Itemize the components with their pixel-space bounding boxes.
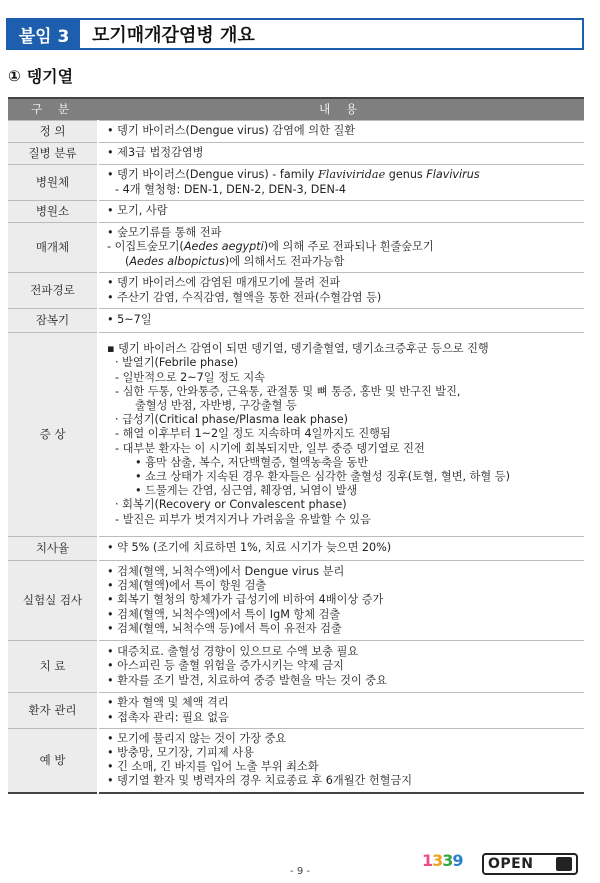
table-row [8, 309, 584, 333]
table-row [8, 693, 584, 729]
row-content [98, 641, 584, 693]
open-label: OPEN [488, 856, 534, 872]
content-line [107, 168, 578, 182]
row-label: 환자 관리 [8, 693, 98, 729]
genus-word: genus [385, 168, 427, 182]
row-content [98, 165, 584, 201]
content-line: • 회복기 혈청의 항체가가 급성기에 비하여 4배이상 증가 [107, 593, 384, 607]
content-line: • 긴 소매, 긴 바지를 입어 노출 부위 최소화 [107, 760, 319, 774]
content-line: • 주산기 감염, 수직감염, 혈액을 통한 전파(수혈감염 등) [107, 290, 382, 304]
page-header [6, 18, 584, 50]
content-line [107, 240, 578, 254]
table-row [8, 121, 584, 143]
table-row [8, 223, 584, 273]
content-line: • 환자 혈액 및 체액 격리 [107, 696, 229, 710]
content-line: 출혈성 반점, 자반병, 구강출혈 등 [135, 398, 297, 412]
content-line: • 접촉자 관리: 필요 없음 [107, 710, 229, 724]
row-content [98, 729, 584, 793]
table-row [8, 201, 584, 223]
section-number: ① [8, 66, 21, 85]
content-line: • 제3급 법정감염병 [107, 146, 204, 160]
row-content [98, 561, 584, 641]
content-line: - 대부분 환자는 이 시기에 회복되지만, 일부 중증 뎅기열로 진전 [115, 441, 425, 455]
genus-name: Flavivirus [426, 168, 480, 182]
page-title: 모기매개감염병 개요 [92, 25, 255, 46]
row-label: 질병 분류 [8, 143, 98, 165]
table-row [8, 537, 584, 561]
content-line: • 뎅기 바이러스(Dengue virus) 감염에 의한 질환 [107, 124, 356, 138]
row-content [98, 273, 584, 309]
row-content [98, 537, 584, 561]
content-line: • 뎅기열 환자 및 병력자의 경우 치료종료 후 6개월간 헌혈금지 [107, 774, 413, 788]
species-name: Aedes aegypti [183, 240, 264, 254]
family-name: Flaviviridae [318, 168, 386, 182]
row-label: 치 료 [8, 641, 98, 693]
row-label: 전파경로 [8, 273, 98, 309]
row-label: 정 의 [8, 121, 98, 143]
content-line: ▪ 뎅기 바이러스 감염이 되면 뎅기열, 뎅기출혈열, 뎅기쇼크증후군 등으로 진행 [107, 342, 489, 356]
section-heading [8, 64, 73, 87]
column-header-category: 구 분 [8, 98, 98, 121]
content-line: · 회복기(Recovery or Convalescent phase) [115, 498, 347, 512]
row-label: 병원소 [8, 201, 98, 223]
content-line: • 검체(혈액)에서 특이 항원 검출 [107, 579, 267, 593]
content-line: • 약 5% (조기에 치료하면 1%, 치료 시기가 늦으면 20%) [107, 541, 392, 555]
content-line: • 검체(혈액, 뇌척수액)에서 Dengue virus 분리 [107, 564, 345, 578]
content-line: • 모기에 물리지 않는 것이 가장 중요 [107, 731, 287, 745]
column-header-content: 내 용 [98, 98, 584, 121]
table-row [8, 143, 584, 165]
table-row [8, 561, 584, 641]
content-line: · 급성기(Critical phase/Plasma leak phase) [115, 413, 348, 427]
table-header-row [8, 98, 584, 121]
content-line: - 해열 이후부터 1~2일 정도 지속하며 4일까지도 진행됨 [115, 427, 391, 441]
row-content [98, 333, 584, 537]
content-text: )에 의해서도 전파가능함 [224, 254, 345, 268]
content-line: - 발진은 피부가 벗겨지거나 가려움을 유발할 수 있음 [115, 512, 371, 526]
content-line: • 대증치료. 출혈성 경향이 있으므로 수액 보충 필요 [107, 645, 359, 659]
row-content [98, 309, 584, 333]
content-line: • 검체(혈액, 뇌척수액)에서 특이 IgM 항체 검출 [107, 607, 341, 621]
attachment-tag: 붙임 3 [8, 20, 80, 48]
overview-table [8, 97, 584, 794]
content-text: - 이집트숲모기( [107, 240, 184, 254]
table-row [8, 333, 584, 537]
content-line: • 환자를 조기 발견, 치료하여 중증 발현을 막는 것이 중요 [107, 673, 387, 687]
row-label: 증 상 [8, 333, 98, 537]
content-line: • 흉막 삼출, 복수, 저단백혈증, 혈액농축을 동반 [135, 455, 369, 469]
content-line: • 방충망, 모기장, 기피제 사용 [107, 746, 254, 760]
content-line [107, 255, 578, 269]
content-text: • 뎅기 바이러스(Dengue virus) - family [107, 168, 318, 182]
content-line: • 뎅기 바이러스에 감염된 매개모기에 물려 전파 [107, 276, 341, 290]
content-text: )에 의해 주로 전파되나 흰줄숲모기 [263, 240, 434, 254]
row-content [98, 223, 584, 273]
row-content [98, 693, 584, 729]
section-title: 뎅기열 [26, 67, 74, 86]
content-line: • 숲모기류를 통해 전파 [107, 226, 222, 240]
row-label: 매개체 [8, 223, 98, 273]
content-line: - 심한 두통, 안와통증, 근육통, 관절통 및 뼈 통증, 홍반 및 반구진 발진, [115, 384, 461, 398]
row-label: 예 방 [8, 729, 98, 793]
page-number: - 9 - [290, 866, 310, 877]
row-label: 치사율 [8, 537, 98, 561]
content-line: • 아스피린 등 출혈 위험을 증가시키는 약제 금지 [107, 659, 344, 673]
content-line: · 발열기(Febrile phase) [115, 356, 239, 370]
row-content [98, 121, 584, 143]
table-row [8, 641, 584, 693]
row-content [98, 201, 584, 223]
row-label: 잠복기 [8, 309, 98, 333]
table-row [8, 273, 584, 309]
row-label: 실험실 검사 [8, 561, 98, 641]
content-line: - 일반적으로 2~7일 정도 지속 [115, 370, 265, 384]
species-name: Aedes albopictus [129, 254, 225, 268]
1339-logo: 1339 [422, 851, 463, 870]
content-text: ( [125, 254, 130, 268]
content-line: • 검체(혈액, 뇌척수액 등)에서 특이 유전자 검출 [107, 621, 342, 635]
content-line: • 쇼크 상태가 지속된 경우 환자들은 심각한 출혈성 징후(토혈, 혈변, 하혈 등) [135, 470, 510, 483]
row-label: 병원체 [8, 165, 98, 201]
table-row [8, 729, 584, 793]
content-line: • 드물게는 간염, 심근염, 췌장염, 뇌염이 발생 [135, 484, 358, 498]
content-line: - 4개 혈청형: DEN-1, DEN-2, DEN-3, DEN-4 [115, 182, 346, 196]
content-line: • 5~7일 [107, 313, 152, 327]
table-row [8, 165, 584, 201]
row-content [98, 143, 584, 165]
content-line: • 모기, 사람 [107, 204, 168, 218]
